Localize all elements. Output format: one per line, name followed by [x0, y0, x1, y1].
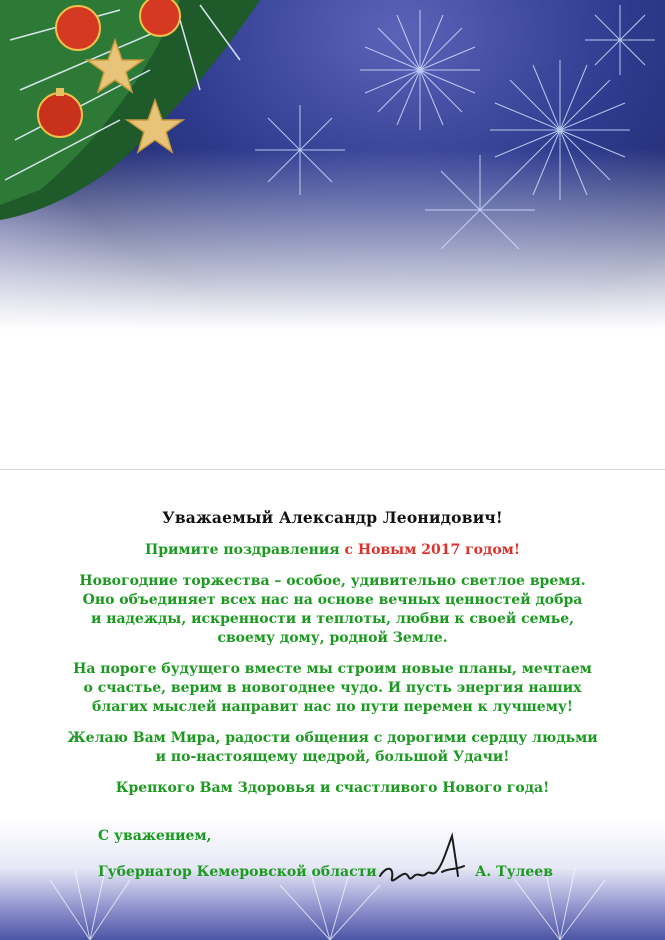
- fireworks-icon: [255, 5, 655, 249]
- paragraph-3: [40, 729, 625, 767]
- paragraph-line: Новогодние торжества – особое, удивительно светлое время.: [79, 573, 586, 589]
- paragraph-4: [40, 779, 625, 798]
- top-artwork: [0, 0, 665, 330]
- paragraph-line: Крепкого Вам Здоровья и счастливого Нового года!: [115, 780, 550, 796]
- greeting-heading: Уважаемый Александр Леонидович!: [162, 508, 503, 527]
- congrats-line: [40, 541, 625, 560]
- fold-line: [0, 469, 665, 470]
- paragraph-line: благих мыслей направит нас по пути перемен к лучшему!: [92, 699, 573, 715]
- paragraph-line: и по-настоящему щедрой, большой Удачи!: [155, 749, 510, 765]
- fireworks-illustration: [0, 0, 665, 330]
- signature-block: [98, 864, 568, 888]
- letter-body: [40, 508, 625, 810]
- paragraph-line: своему дому, родной Земле.: [217, 630, 448, 646]
- paragraph-line: На пороге будущего вместе мы строим новые планы, мечтаем: [73, 661, 592, 677]
- congrats-prefix: Примите поздравления: [145, 542, 345, 558]
- paragraph-line: о счастье, верим в новогоднее чудо. И пусть энергия наших: [83, 680, 582, 696]
- congrats-highlight: с Новым 2017 годом!: [344, 542, 520, 558]
- paragraph-line: Оно объединяет всех нас на основе вечных ценностей добра: [82, 592, 583, 608]
- signer-name: А. Тулеев: [475, 864, 553, 880]
- paragraph-line: Желаю Вам Мира, радости общения с дорогими сердцу людьми: [67, 730, 598, 746]
- paragraph-line: и надежды, искренности и теплоты, любви к своей семье,: [91, 611, 574, 627]
- fir-branch-icon: [0, 0, 260, 220]
- paragraph-1: [40, 572, 625, 648]
- closing-line: С уважением,: [98, 828, 212, 844]
- signer-position: Губернатор Кемеровской области: [98, 864, 377, 880]
- paragraph-2: [40, 660, 625, 717]
